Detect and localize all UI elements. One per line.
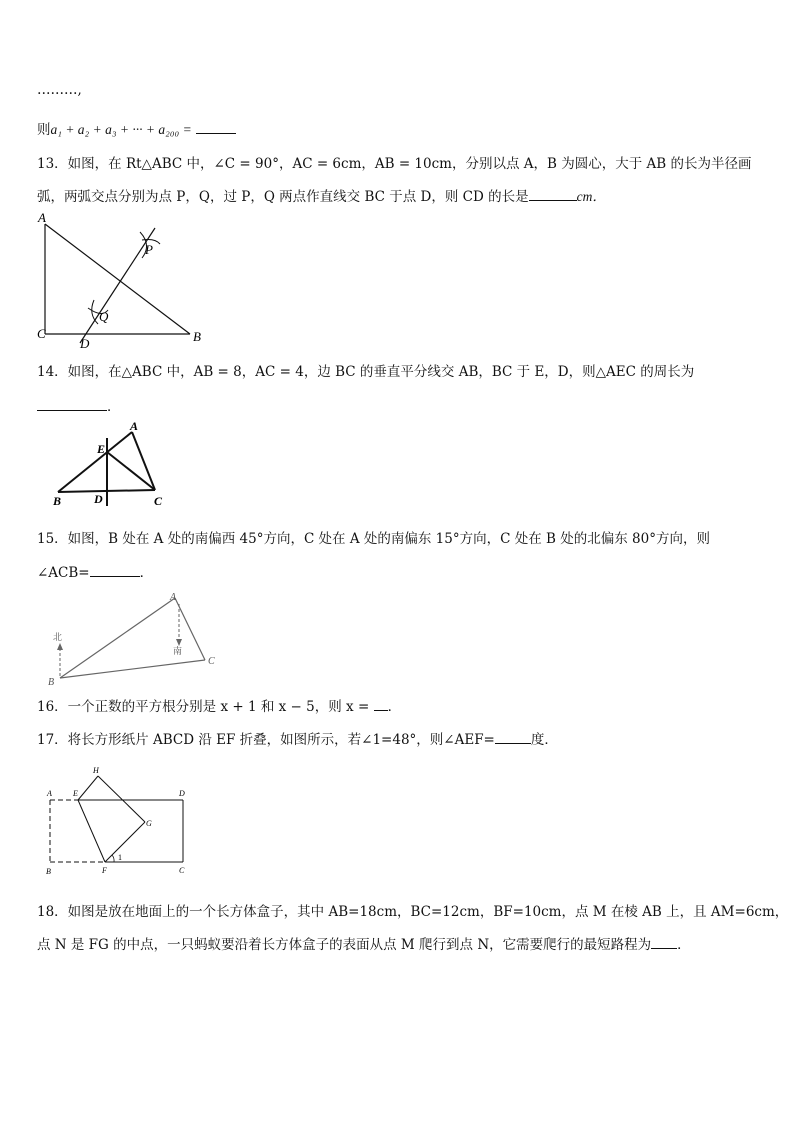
q17-text: 17．将长方形纸片 ABCD 沿 EF 折叠，如图所示，若∠1=48°，则∠AEF=: [37, 732, 495, 748]
q17-text-line: [37, 729, 764, 750]
q13-label-A: A: [38, 210, 46, 225]
q17-label-B: B: [46, 867, 51, 876]
q16-answer-blank[interactable]: [374, 696, 388, 711]
q16-text: 16．一个正数的平方根分别是 x + 1 和 x − 5，则 x =: [37, 699, 370, 715]
q14-label-D: D: [94, 492, 103, 506]
q13-text-line2a: 弧，两弧交点分别为点 P，Q，过 P，Q 两点作直线交 BC 于点 D，则 CD 的长是: [37, 189, 529, 205]
q15-label-C: C: [208, 656, 215, 667]
q18-text-line2: [37, 934, 764, 955]
q13-label-Q: Q: [99, 309, 109, 324]
q15-figure: [40, 588, 230, 688]
q12-answer-blank[interactable]: [196, 119, 236, 134]
q13-answer-blank[interactable]: [529, 186, 577, 201]
q15-angle: ∠ACB=: [37, 565, 90, 581]
q13-label-C: C: [37, 326, 46, 341]
q12-sum-line: [37, 119, 764, 140]
q13-label-B: B: [193, 329, 201, 344]
q13-figure: [30, 210, 220, 350]
q16-end: ．: [387, 699, 402, 715]
q18-end: ．: [677, 937, 691, 953]
q13-label-P: P: [145, 242, 153, 257]
q13-unit: cm．: [576, 189, 606, 204]
q13-text-line1: 13．如图，在 Rt△ABC 中，∠C = 90°，AC = 6cm，AB = 10cm，分别以点 A，B 为圆心，大于 AB 的长为半径画: [37, 156, 752, 172]
q13-text-line2: [37, 186, 764, 207]
q14-label-B: B: [53, 494, 62, 508]
q17-label-angle1: 1: [118, 853, 122, 862]
q18-text-line2-content: 点 N 是 FG 的中点，一只蚂蚁要沿着长方体盒子的表面从点 M 爬行到点 N，它需要爬行的最短路程为: [37, 937, 652, 953]
q14-label-E: E: [97, 442, 106, 456]
q17-label-D: D: [179, 789, 185, 798]
q14-end: ．: [107, 399, 121, 415]
q18-text-line1: 18．如图是放在地面上的一个长方体盒子，其中 AB=18cm，BC=12cm，BF=10cm，点 M 在棱 AB 上，且 AM=6cm，: [37, 904, 789, 920]
q15-label-south: 南: [173, 646, 183, 656]
continuation-dots: ………,: [37, 82, 82, 98]
q14-figure: [50, 418, 190, 513]
q17-figure: [40, 762, 200, 882]
q15-end: ．: [139, 565, 154, 581]
q14-label-C: C: [154, 494, 163, 508]
q14-label-A: A: [130, 419, 139, 433]
q17-answer-blank[interactable]: [495, 729, 531, 744]
q17-label-A: A: [47, 789, 52, 798]
q15-label-A: A: [170, 592, 177, 603]
q15-label-B: B: [48, 677, 55, 688]
q17-label-E: E: [73, 789, 78, 798]
q17-end: 度．: [530, 732, 558, 748]
q17-label-H: H: [93, 766, 99, 775]
q14-answer-blank[interactable]: [37, 396, 107, 411]
q14-text-line1: 14．如图，在△ABC 中，AB = 8，AC = 4，边 BC 的垂直平分线交 AB，BC 于 E，D，则△AEC 的周长为: [37, 364, 695, 380]
q12-prefix: 则: [37, 122, 51, 138]
q17-label-F: F: [102, 866, 107, 875]
q15-label-north: 北: [53, 632, 63, 642]
q15-text-line2: [37, 562, 764, 583]
q12-expression: a₁ + a₂ + a₃ + ··· + a₂₀₀ =: [50, 122, 192, 137]
q18-answer-blank[interactable]: [651, 934, 677, 949]
q17-label-C: C: [179, 866, 185, 875]
q13-label-D: D: [80, 336, 90, 351]
q16-text-line: [37, 696, 764, 717]
q15-answer-blank[interactable]: [90, 562, 140, 577]
q14-text-line2: [37, 396, 764, 417]
q15-text-line1: 15．如图，B 处在 A 处的南偏西 45°方向，C 处在 A 处的南偏东 15°方向，C 处在 B 处的北偏东 80°方向，则: [37, 531, 710, 547]
q17-label-G: G: [146, 819, 152, 828]
